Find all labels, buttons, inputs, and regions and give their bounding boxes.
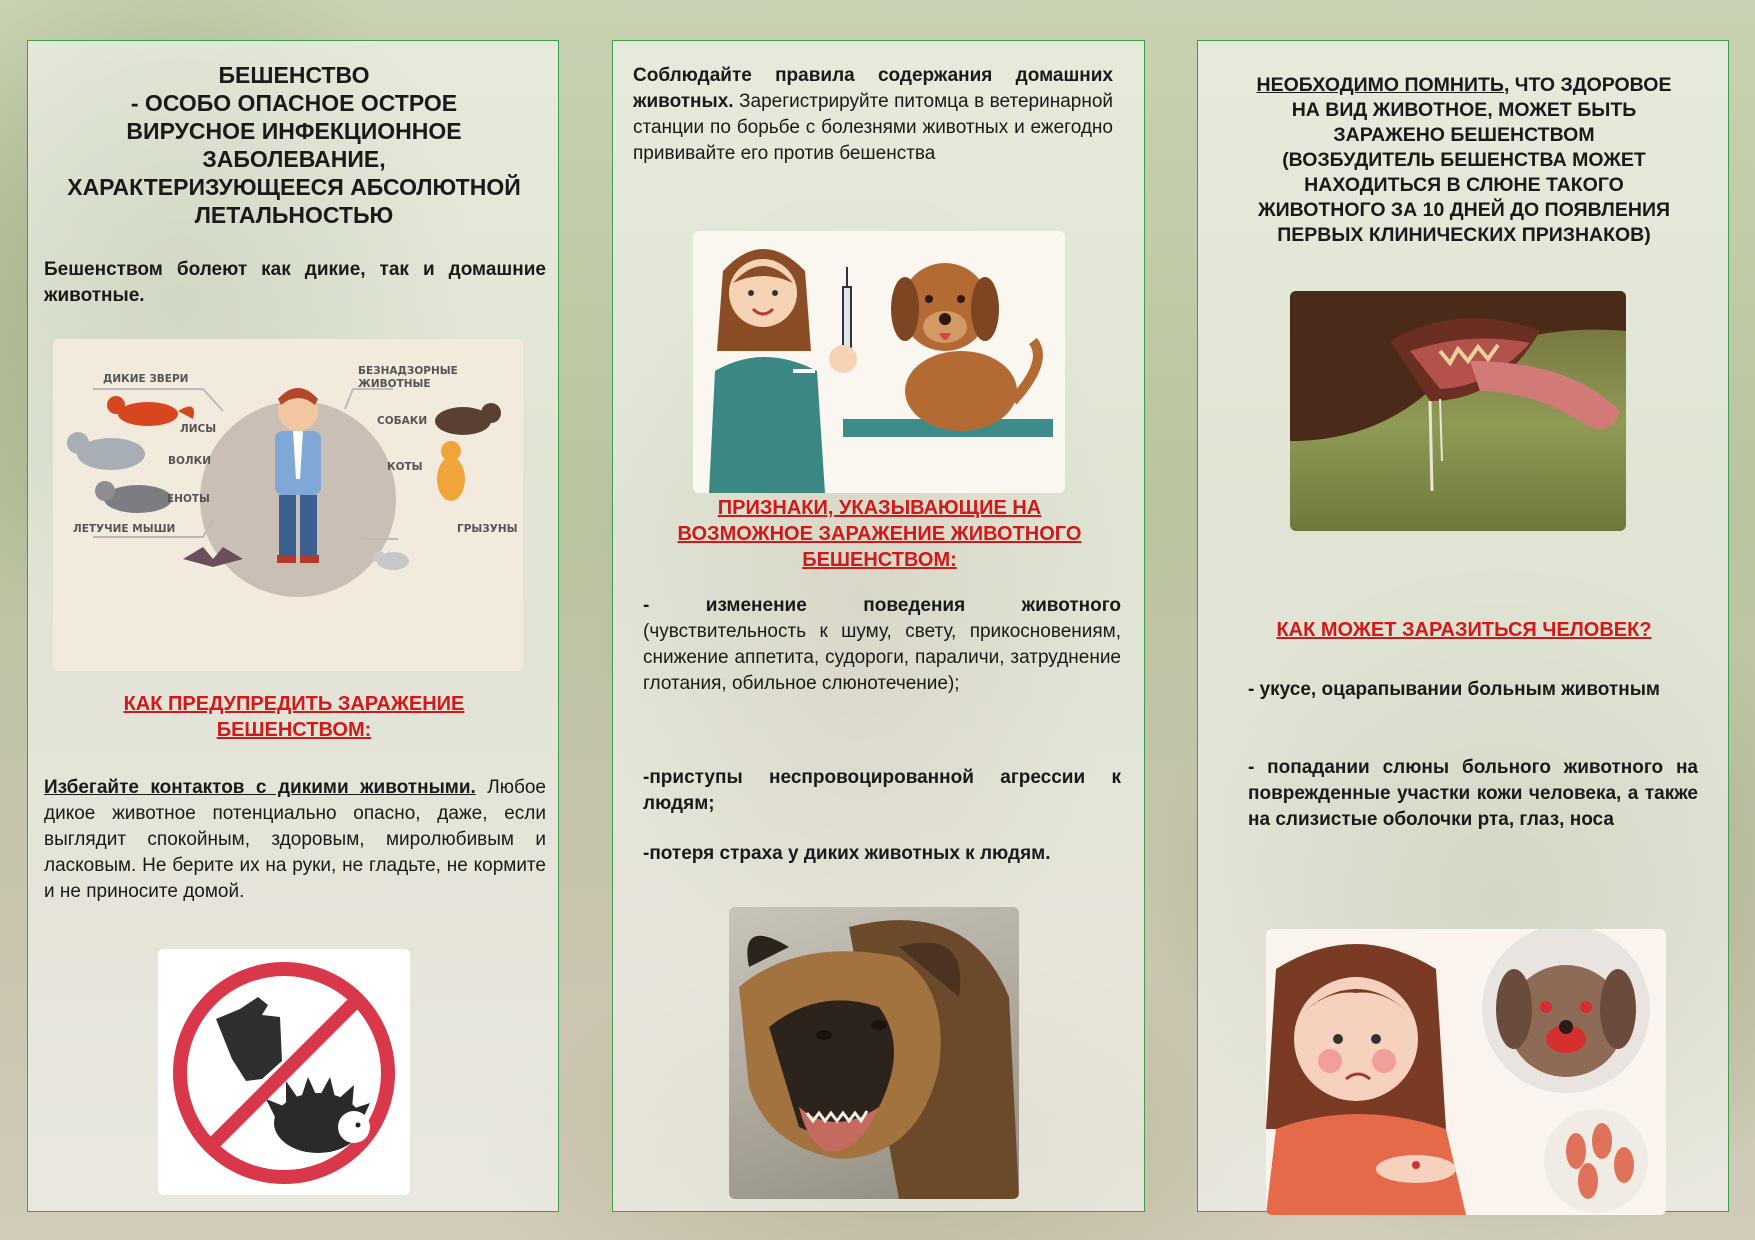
title-line: ЗАБОЛЕВАНИЕ,	[202, 146, 386, 172]
prevent-heading-line: КАК ПРЕДУПРЕДИТЬ ЗАРАЖЕНИЕ	[123, 693, 465, 715]
prevent-heading	[36, 691, 552, 743]
remember-line: ЖИВОТНОГО ЗА 10 ДНЕЙ ДО ПОЯВЛЕНИЯ	[1257, 199, 1670, 221]
infected-dog-mouth-photo	[1290, 291, 1626, 531]
infected-person-illustration	[1266, 929, 1666, 1215]
diagram-label-foxes: ЛИСЫ	[180, 423, 217, 435]
signs-heading-line: ВОЗМОЖНОЕ ЗАРАЖЕНИЕ ЖИВОТНОГО	[677, 523, 1082, 545]
remember-line: НА ВИД ЖИВОТНОЕ, МОЖЕТ БЫТЬ	[1291, 99, 1637, 121]
title-line: БЕШЕНСТВО	[218, 62, 370, 88]
remember-line: ПЕРВЫХ КЛИНИЧЕСКИХ ПРИЗНАКОВ)	[1277, 224, 1651, 246]
intro-text: Бешенством болеют как дикие, так и домашние животные.	[44, 259, 546, 306]
diagram-label-raccoons: ЕНОТЫ	[167, 493, 210, 505]
rules-paragraph	[633, 63, 1113, 167]
no-touch-sign	[158, 949, 410, 1195]
rules-bold: Соблюдайте правила содержания домашних животных.	[633, 65, 1113, 112]
rules-text: Зарегистрируйте питомца в ветеринарной станции по борьбе с болезнями животных и ежегодно прививайте его против бешенства	[633, 91, 1113, 164]
sign-behavior-change	[643, 593, 1121, 697]
remember-line: ЗАРАЖЕНО БЕШЕНСТВОМ	[1333, 124, 1595, 146]
diagram-label-cats: КОТЫ	[387, 461, 423, 473]
title-line: ХАРАКТЕРИЗУЮЩЕЕСЯ АБСОЛЮТНОЙ	[67, 174, 521, 200]
title-line: ВИРУСНОЕ ИНФЕКЦИОННОЕ	[126, 118, 462, 144]
diagram-label-dogs: СОБАКИ	[377, 415, 428, 427]
aggressive-dog-graphic	[729, 907, 1019, 1199]
signs-heading-line: БЕШЕНСТВОМ:	[802, 549, 957, 571]
remember-line: (ВОЗБУДИТЕЛЬ БЕШЕНСТВА МОЖЕТ	[1282, 149, 1646, 171]
remember-line: , ЧТО ЗДОРОВОЕ	[1503, 74, 1672, 96]
vet-vaccination-illustration	[693, 231, 1065, 493]
aggressive-dog-photo	[729, 907, 1019, 1199]
avoid-bold: Избегайте контактов с дикими животными.	[44, 777, 476, 798]
sign-no-fear: -потеря страха у диких животных к людям.	[643, 843, 1051, 864]
diagram-label-wild: ДИКИЕ ЗВЕРИ	[103, 373, 189, 385]
diagram-label-wolves: ВОЛКИ	[168, 455, 212, 467]
diagram-label-rodents: ГРЫЗУНЫ	[457, 523, 518, 535]
remember-line: НАХОДИТЬСЯ В СЛЮНЕ ТАКОГО	[1304, 174, 1624, 196]
signs-heading	[621, 495, 1138, 573]
sign1-text: (чувствительность к шуму, свету, прикосновениям, снижение аппетита, судороги, параличи, затруднение глотания, обильное слюнотечение);	[643, 621, 1121, 694]
infected-person-graphic	[1266, 929, 1666, 1215]
diagram-label-bats: ЛЕТУЧИЕ МЫШИ	[73, 523, 176, 535]
diagram-label-stray: БЕЗНАДЗОРНЫЕ ЖИВОТНЫЕ	[358, 365, 458, 390]
prevent-heading-line: БЕШЕНСТВОМ:	[216, 719, 372, 741]
remember-block	[1208, 73, 1720, 248]
avoid-paragraph	[44, 775, 546, 905]
vet-illustration-graphic	[693, 231, 1065, 493]
dog-mouth-graphic	[1290, 291, 1626, 531]
left-panel	[27, 40, 559, 1212]
sign1-bold: - изменение поведения животного	[643, 595, 1121, 616]
remember-emphasis: НЕОБХОДИМО ПОМНИТЬ	[1256, 74, 1504, 96]
no-touch-icon	[158, 949, 410, 1195]
title-line: ЛЕТАЛЬНОСТЬЮ	[194, 202, 394, 228]
avoid-text: Любое дикое животное потенциально опасно, даже, если выглядит спокойным, здоровым, миролюбивым и ласковым. Не берите их на руки, не гладьте, не кормите и не приносите домой.	[44, 777, 547, 902]
infection-way-saliva: - попадании слюны больного животного на поврежденные участки кожи человека, а также на слизистые оболочки рта, глаз, носа	[1248, 757, 1698, 830]
remember-line-1	[1208, 73, 1720, 98]
right-panel	[1197, 40, 1729, 1212]
sign-aggression: -приступы неспровоцированной агрессии к людям;	[643, 767, 1121, 814]
infection-way-bite: - укусе, оцарапывании больным животным	[1248, 679, 1660, 700]
signs-heading-line: ПРИЗНАКИ, УКАЗЫВАЮЩИЕ НА	[717, 497, 1042, 519]
animals-diagram	[53, 339, 523, 671]
middle-panel	[612, 40, 1145, 1212]
infect-heading: КАК МОЖЕТ ЗАРАЗИТЬСЯ ЧЕЛОВЕК?	[1276, 619, 1652, 641]
title-line: - ОСОБО ОПАСНОЕ ОСТРОЕ	[130, 90, 458, 116]
rabies-title	[36, 61, 552, 229]
